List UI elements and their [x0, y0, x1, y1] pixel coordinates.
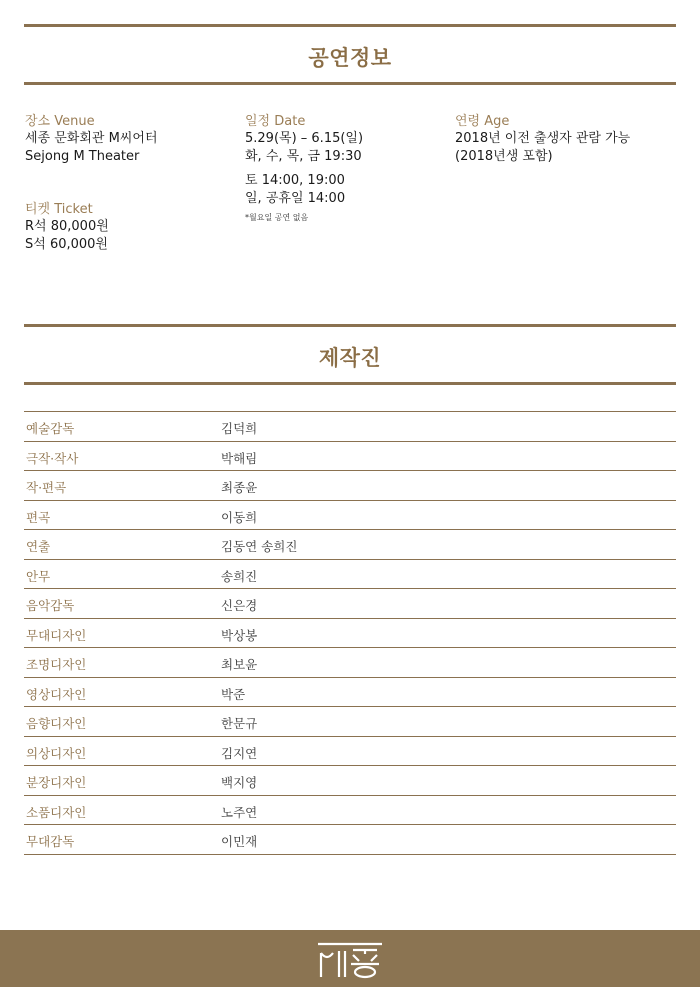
credit-role: 조명디자인	[26, 657, 87, 672]
date-block	[245, 113, 363, 223]
ticket-block	[25, 201, 109, 254]
sejong-logo-icon	[315, 941, 385, 981]
credit-name: 백지영	[221, 775, 258, 790]
credit-name: 한문규	[221, 716, 258, 731]
table-row	[24, 471, 676, 501]
table-row	[24, 619, 676, 649]
table-row	[24, 501, 676, 531]
table-row	[24, 707, 676, 737]
age-line1: 2018년 이전 출생자 관람 가능	[455, 131, 631, 146]
credit-role: 분장디자인	[26, 775, 87, 790]
credits-table	[24, 411, 676, 855]
credit-name: 최종윤	[221, 480, 258, 495]
date-note: *월요일 공연 없음	[245, 213, 309, 222]
credit-role: 의상디자인	[26, 745, 87, 761]
credit-role: 작·편곡	[26, 480, 67, 495]
credit-name: 김지연	[221, 745, 258, 761]
age-label: 연령 Age	[455, 114, 510, 129]
credit-name: 박해림	[221, 450, 258, 466]
credit-role: 극작·작사	[26, 450, 79, 466]
table-row	[24, 648, 676, 678]
credit-role: 음향디자인	[26, 716, 87, 731]
credit-name: 김동연 송희진	[221, 539, 298, 554]
venue-line2: Sejong M Theater	[25, 149, 140, 164]
venue-label: 장소 Venue	[25, 114, 95, 129]
venue-line1: 세종 문화회관 M씨어터	[25, 131, 158, 146]
credit-role: 예술감독	[26, 421, 75, 436]
venue-block	[25, 113, 158, 166]
performance-info-title: 공연정보	[308, 46, 392, 70]
table-row	[24, 737, 676, 767]
table-row	[24, 530, 676, 560]
date-weekdays: 화, 수, 목, 금 19:30	[245, 149, 362, 164]
credit-role: 편곡	[26, 509, 51, 525]
credit-name: 신은경	[221, 598, 258, 613]
credit-name: 노주연	[221, 804, 258, 820]
table-row	[24, 442, 676, 472]
table-row	[24, 825, 676, 855]
credit-role: 무대디자인	[26, 627, 87, 643]
date-sunday: 일, 공휴일 14:00	[245, 191, 346, 206]
credit-role: 음악감독	[26, 598, 75, 613]
ticket-s-price: S석 60,000원	[25, 237, 108, 252]
table-row	[24, 766, 676, 796]
age-block	[455, 113, 630, 166]
production-divider	[24, 382, 676, 385]
ticket-label: 티켓 Ticket	[25, 202, 93, 217]
production-title: 제작진	[318, 346, 382, 370]
credit-role: 안무	[26, 568, 51, 584]
credit-name: 이민재	[221, 834, 258, 849]
age-line2: (2018년생 포함)	[455, 149, 553, 164]
top-divider	[24, 24, 676, 27]
date-saturday: 토 14:00, 19:00	[245, 173, 345, 188]
credit-role: 연출	[26, 539, 51, 554]
credit-name: 박상봉	[221, 627, 258, 643]
credit-name: 박준	[221, 686, 246, 702]
performance-info-divider	[24, 82, 676, 85]
credit-name: 송희진	[221, 568, 258, 584]
table-row	[24, 560, 676, 590]
table-row	[24, 678, 676, 708]
table-row	[24, 589, 676, 619]
credit-role: 영상디자인	[26, 686, 87, 702]
credit-name: 최보윤	[221, 657, 258, 672]
ticket-r-price: R석 80,000원	[25, 219, 109, 234]
table-row	[24, 796, 676, 826]
credit-role: 무대감독	[26, 834, 75, 849]
date-range: 5.29(목) – 6.15(일)	[245, 131, 364, 146]
credit-name: 김덕희	[221, 421, 258, 436]
credit-name: 이동희	[221, 509, 258, 525]
table-row	[24, 412, 676, 442]
production-top-divider	[24, 324, 676, 327]
credit-role: 소품디자인	[26, 804, 87, 820]
date-label: 일정 Date	[245, 114, 306, 129]
